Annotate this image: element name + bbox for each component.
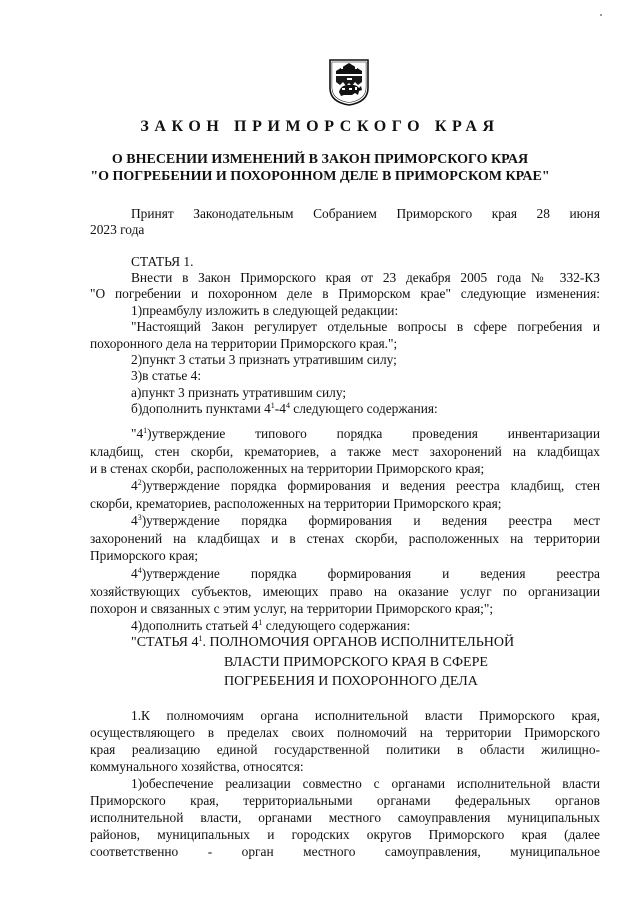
preamble-text-line1: "Настоящий Закон регулирует отдельные вопросы в сфере погребения и <box>131 319 600 334</box>
article1-heading: СТАТЬЯ 1. <box>131 254 194 269</box>
scan-speck <box>600 14 602 16</box>
article41-para2-line3: исполнительной власти, органами местного самоуправления муниципальных <box>90 810 600 825</box>
adopted-line1: Принят Законодательным Собранием Приморского края 28 июня <box>131 206 600 221</box>
adopted-line2: 2023 года <box>90 222 145 237</box>
point41-line3: и в стенах скорби, расположенных на территории Приморского края; <box>90 461 485 476</box>
article41-para1-line2: осуществляющего в пределах своих полномочий на территории Приморского <box>90 725 600 740</box>
article41-heading-line3: ПОГРЕБЕНИЯ И ПОХОРОННОГО ДЕЛА <box>224 674 478 689</box>
law-subtitle-line1: О ВНЕСЕНИИ ИЗМЕНЕНИЙ В ЗАКОН ПРИМОРСКОГО КРАЯ <box>111 152 529 167</box>
article41-para2-line1: 1)обеспечение реализации совместно с органами исполнительной власти <box>131 776 600 791</box>
article41-heading-line1: "СТАТЬЯ $4^1$. ПОЛНОМОЧИЯ ОРГАНОВ ИСПОЛНИТЕЛЬНОЙ <box>131 634 515 650</box>
item3b: б)дополнить пунктами $4^1-4^4$ следующего содержания: <box>131 401 438 416</box>
point44-line3: похорон и связанных с этим услуг, на территории Приморского края;"; <box>90 601 494 616</box>
article1-line1: Внести в Закон Приморского края от 23 декабря 2005 года № 332-КЗ <box>131 270 600 285</box>
item3a: а)пункт 3 признать утратившим силу; <box>131 385 347 400</box>
article41-para2-line5: соответственно - орган местного самоуправления, муниципальное <box>90 844 600 859</box>
law-title: ЗАКОН ПРИМОРСКОГО КРАЯ <box>140 118 500 135</box>
point44-line1: $4^4)утверждение$ порядка формирования и ведения реестра <box>131 566 600 581</box>
article41-para1-line4: коммунального хозяйства, относятся: <box>90 759 304 774</box>
point42-line1: $4^2)утверждение$ порядка формирования и ведения реестра кладбищ, стен <box>131 478 600 493</box>
point44-line2: хозяйствующих субъектов, имеющих право на оказание услуг по организации <box>90 584 600 599</box>
coat-of-arms-icon <box>327 58 371 106</box>
item2: 2)пункт 3 статьи 3 признать утратившим силу; <box>131 352 397 367</box>
article41-heading-line2: ВЛАСТИ ПРИМОРСКОГО КРАЯ В СФЕРЕ <box>224 655 488 670</box>
item3: 3)в статье 4: <box>131 368 202 383</box>
point41-line1: "$4^1)утверждение$ типового порядка проведения инвентаризации <box>131 426 600 441</box>
article1-line2: "О погребении и похоронном деле в Приморском крае" следующие изменения: <box>90 286 600 301</box>
point42-line2: скорби, крематориев, расположенных на территории Приморского края; <box>90 496 502 511</box>
item1: 1)преамбулу изложить в следующей редакции: <box>131 303 399 318</box>
law-subtitle-line2: "О ПОГРЕБЕНИИ И ПОХОРОННОМ ДЕЛЕ В ПРИМОРСКОМ КРАЕ" <box>90 169 550 184</box>
article41-para1-line1: 1.К полномочиям органа исполнительной власти Приморского края, <box>131 708 600 723</box>
point41-line2: кладбищ, стен скорби, крематориев, а также мест захоронений на кладбищах <box>90 444 600 459</box>
article41-para2-line2: Приморского края, территориальными органами федеральных органов <box>90 793 600 808</box>
item4: 4)дополнить статьей $4^1$ следующего содержания: <box>131 618 411 633</box>
point43-line3: Приморского края; <box>90 548 199 563</box>
point43-line2: захоронений на кладбищах и в стенах скорби, расположенных на территории <box>90 531 600 546</box>
preamble-text-line2: похоронного дела на территории Приморского края."; <box>90 336 398 351</box>
article41-para2-line4: районов, муниципальных и городских округов Приморского края (далее <box>90 827 600 842</box>
point43-line1: $4^3)утверждение$ порядка формирования и ведения реестра мест <box>131 513 600 528</box>
article41-para1-line3: края реализацию единой государственной политики в области жилищно- <box>90 742 600 757</box>
